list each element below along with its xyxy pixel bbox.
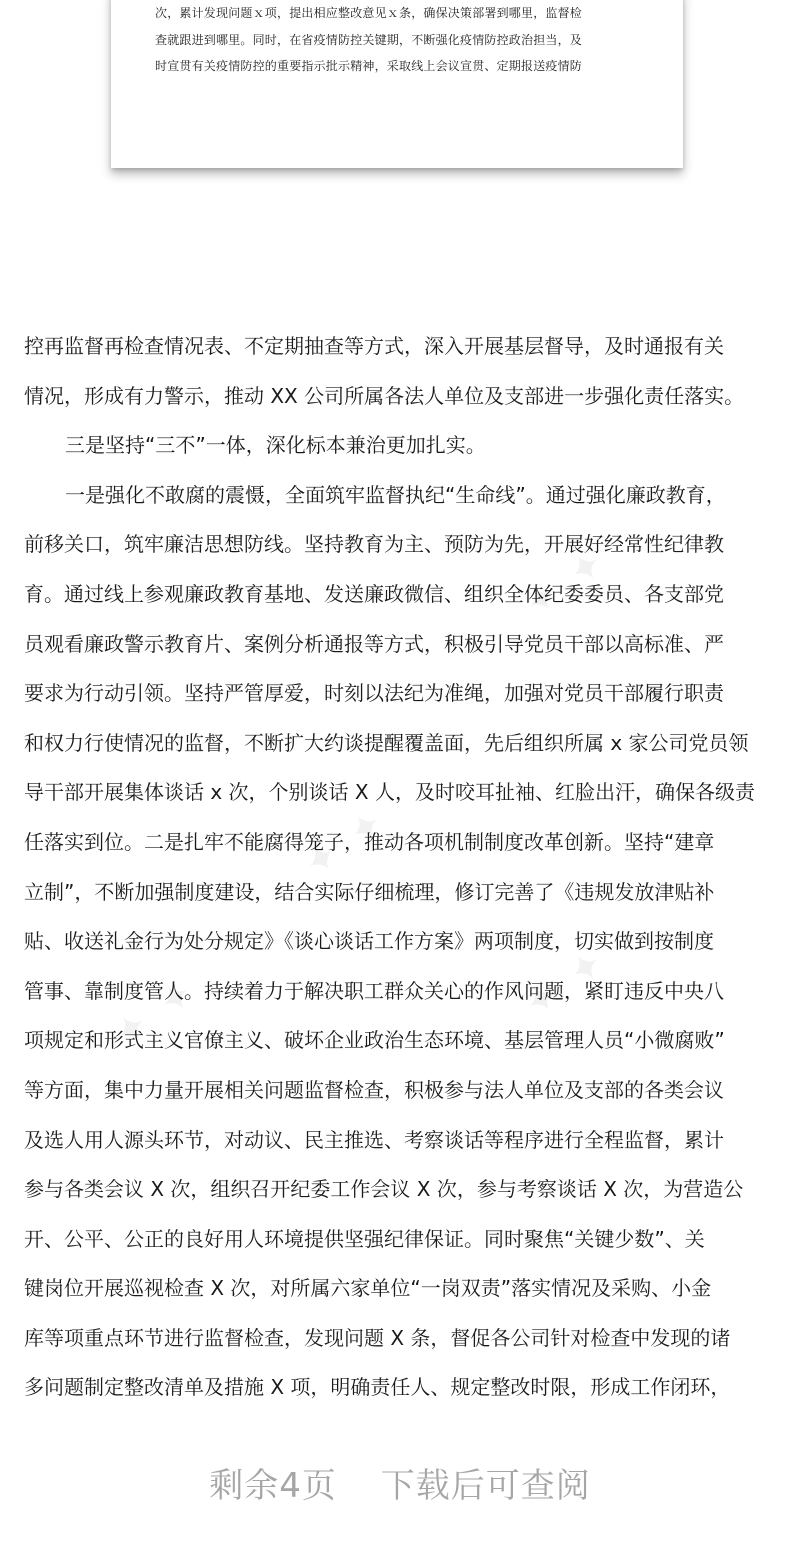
paragraph-line: 导干部开展集体谈话 x 次，个别谈话 X 人，及时咬耳扯袖、红脸出汗，确保各级责 [24,780,755,805]
paragraph-line: 情况，形成有力警示，推动 XX 公司所属各法人单位及支部进一步强化责任落实。 [24,383,745,408]
paragraph-line: 及选人用人源头环节，对动议、民主推选、考察谈话等程序进行全程监督，累计 [24,1127,724,1152]
paragraph-line: 开、公平、公正的良好用人环境提供坚强纪律保证。同时聚焦“关键少数”、关 [24,1226,705,1251]
preview-page-card [111,0,683,168]
paragraph-line: 管事、靠制度管人。持续着力于解决职工群众关心的作风问题，紧盯违反中央八 [24,978,724,1003]
paragraph-first-line: 三是坚持“三不”一体，深化标本兼治更加扎实。 [65,433,486,458]
paragraph-line: 项规定和形式主义官僚主义、破坏企业政治生态环境、基层管理人员“小微腐败” [24,1028,725,1053]
watermark-graphic: ✦ ✦ [515,537,617,629]
paragraph-line: 育。通过线上参观廉政教育基地、发送廉政微信、组织全体纪委委员、各支部党 [24,581,724,606]
document-body [24,322,784,1413]
paragraph-line: 参与各类会议 X 次，组织召开纪委工作会议 X 次，参与考察谈话 X 次，为营造公 [24,1177,744,1202]
paragraph-line: 贴、收送礼金行为处分规定》《谈心谈话工作方案》两项制度，切实做到按制度 [24,929,714,954]
preview-text [155,0,641,80]
watermark-graphic: ✦ ✦ [515,937,617,1029]
preview-line: 次，累计发现问题ｘ项，提出相应整改意见ｘ条，确保决策部署到哪里，监督检 [155,6,583,20]
paragraph-line: 等方面，集中力量开展相关问题监督检查，积极参与法人单位及支部的各类会议 [24,1077,724,1102]
paragraph-line: 和权力行使情况的监督，不断扩大约谈提醒覆盖面，先后组织所属 x 家公司党员领 [24,730,749,755]
paragraph-line: 要求为行动引领。坚持严管厚爱，时刻以法纪为准绳，加强对党员干部履行职责 [24,681,724,706]
remaining-pages-label: 剩余4页 [209,1466,337,1506]
preview-line: 查就跟进到哪里。同时，在省疫情防控关键期，不断强化疫情防控政治担当，及 [155,32,583,47]
paragraph-first-line: 一是强化不敢腐的震慑，全面筑牢监督执纪“生命线”。通过强化廉政教育， [65,482,726,507]
paragraph-line: 员观看廉政警示教育片、案例分析通报等方式，积极引导党员干部以高标准、严 [24,631,724,656]
preview-line: 时宣贯有关疫情防控的重要指示批示精神，采取线上会议宣贯、定期报送疫情防 [155,59,583,73]
paragraph-line: 控再监督再检查情况表、不定期抽查等方式，深入开展基层督导，及时通报有关 [24,334,724,358]
watermark-graphic: ✦ ✦ [295,797,397,889]
paragraph-line: 立制”，不断加强制度建设，结合实际仔细梳理，修订完善了《违规发放津贴补 [24,879,715,904]
paragraph-line: 键岗位开展巡视检查 X 次，对所属六家单位“一岗双责”落实情况及采购、小金 [24,1276,712,1301]
watermark-graphic: ✦ ✦ [105,967,207,1059]
paragraph-line: 多问题制定整改清单及措施 X 项，明确责任人、规定整改时限，形成工作闭环， [24,1375,731,1400]
remaining-pages-notice[interactable] [0,1458,800,1507]
paragraph-line: 任落实到位。二是扎牢不能腐得笼子，推动各项机制制度改革创新。坚持“建章 [24,829,715,854]
paragraph-line: 库等项重点环节进行监督检查，发现问题 X 条，督促各公司针对检查中发现的诸 [24,1325,731,1350]
paragraph-line: 前移关口，筑牢廉洁思想防线。坚持教育为主、预防为先，开展好经常性纪律教 [24,532,724,557]
download-to-view-label: 下载后可查阅 [380,1466,591,1506]
